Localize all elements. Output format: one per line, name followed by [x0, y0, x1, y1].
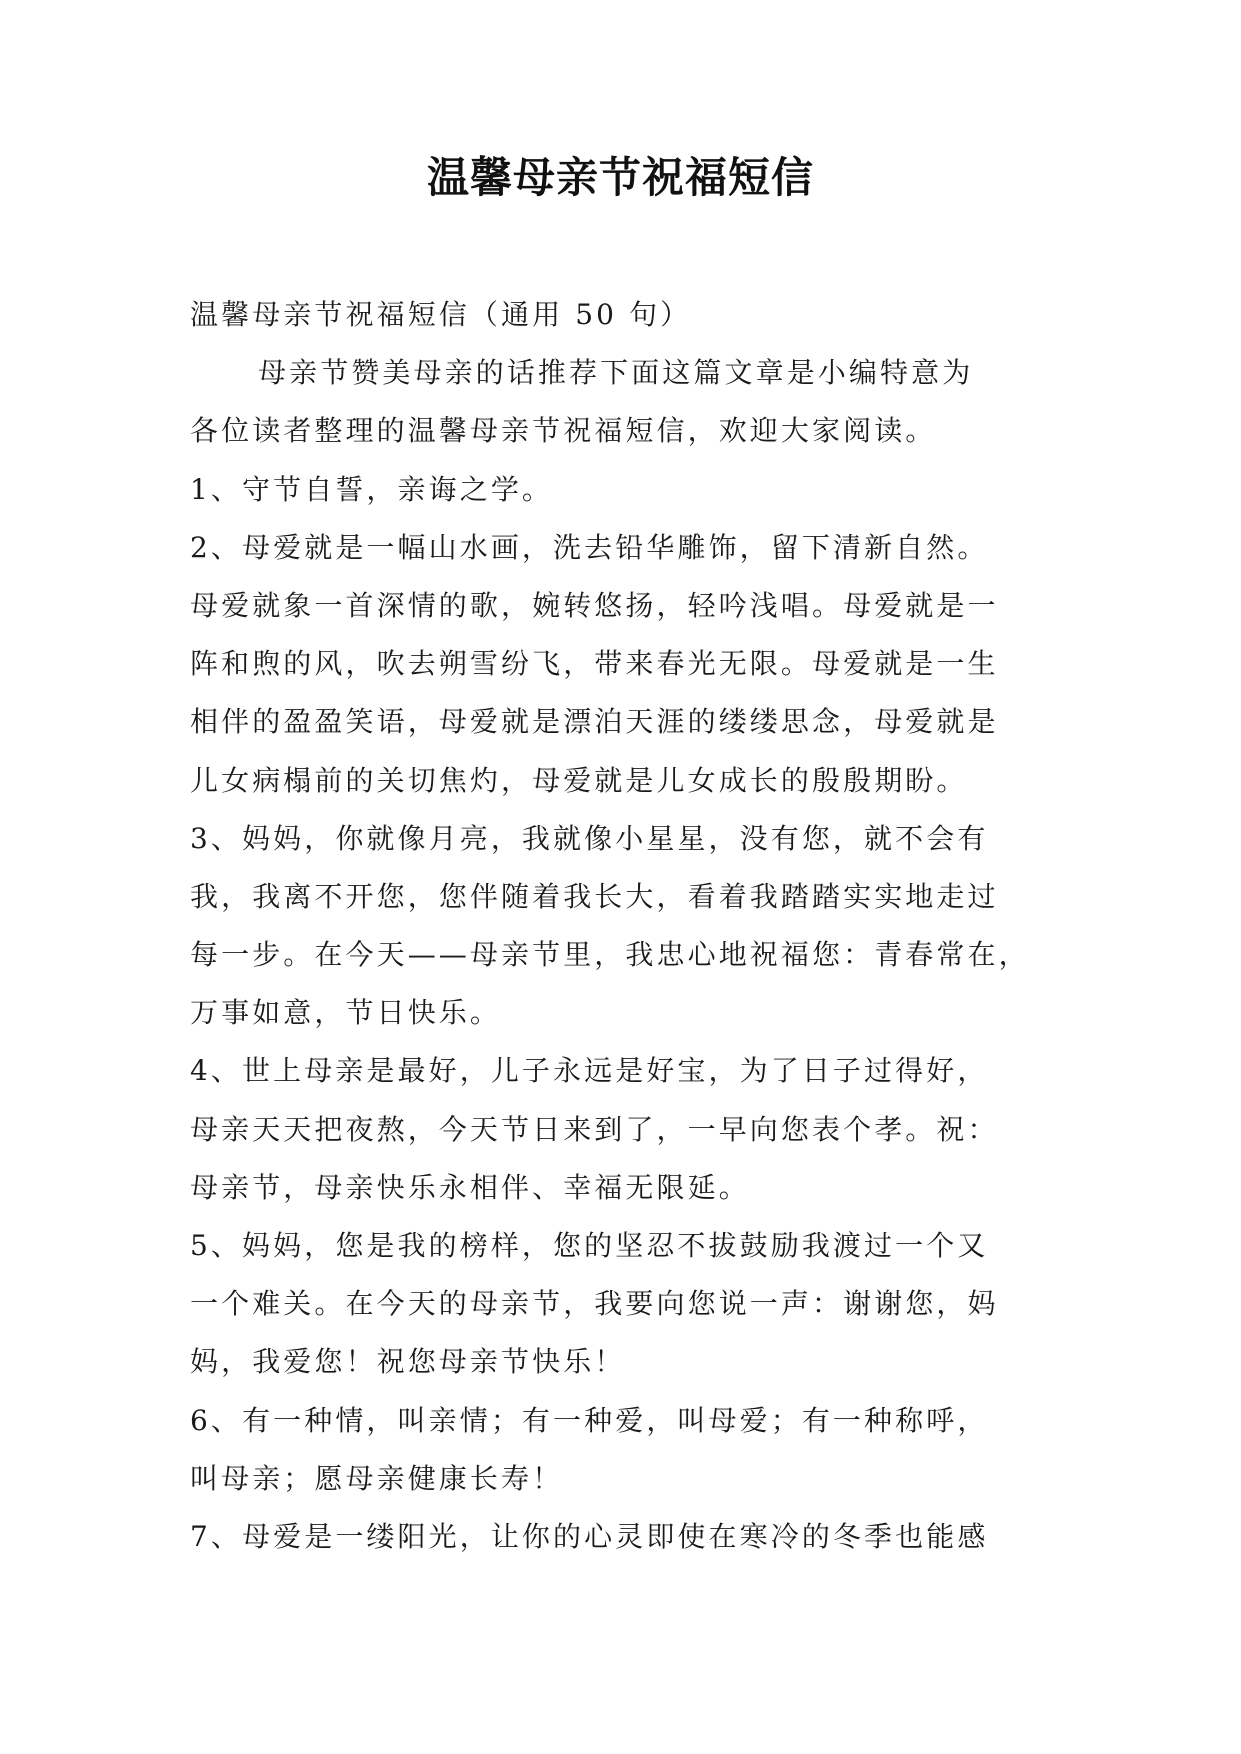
paragraph-line: 一个难关。在今天的母亲节，我要向您说一声：谢谢您，妈	[190, 1287, 999, 1321]
paragraph-line: 母爱就象一首深情的歌，婉转悠扬，轻吟浅唱。母爱就是一	[190, 588, 999, 622]
paragraph-line: 各位读者整理的温馨母亲节祝福短信，欢迎大家阅读。	[190, 414, 937, 448]
paragraph-line: 母亲节，母亲快乐永相伴、幸福无限延。	[190, 1170, 750, 1204]
paragraph-line: 万事如意，节日快乐。	[190, 996, 502, 1030]
paragraph-line: 5、妈妈，您是我的榜样，您的坚忍不拔鼓励我渡过一个又	[190, 1229, 989, 1262]
paragraph-line: 阵和煦的风，吹去朔雪纷飞，带来春光无限。母爱就是一生	[190, 647, 999, 681]
document-title: 温馨母亲节祝福短信	[426, 153, 814, 202]
document-body	[190, 286, 1052, 1566]
paragraph-line: 儿女病榻前的关切焦灼，母爱就是儿女成长的殷殷期盼。	[190, 763, 968, 797]
paragraph-line: 2、母爱就是一幅山水画，洗去铅华雕饰，留下清新自然。	[190, 530, 989, 564]
paragraph-line: 1、守节自誓，亲诲之学。	[190, 472, 554, 506]
paragraph-line: 7、母爱是一缕阳光，让你的心灵即使在寒冷的冬季也能感	[190, 1519, 989, 1553]
paragraph-line: 3、妈妈，你就像月亮，我就像小星星，没有您，就不会有	[190, 821, 989, 855]
paragraph-line: 妈，我爱您！祝您母亲节快乐！	[190, 1345, 626, 1379]
paragraph-line: 母亲节赞美母亲的话推荐下面这篇文章是小编特意为	[258, 356, 974, 390]
paragraph-line: 母亲天天把夜熬，今天节日来到了，一早向您表个孝。祝：	[190, 1112, 999, 1146]
paragraph-line: 6、有一种情，叫亲情；有一种爱，叫母爱；有一种称呼，	[190, 1403, 989, 1437]
paragraph-line: 相伴的盈盈笑语，母爱就是漂泊天涯的缕缕思念，母爱就是	[190, 705, 999, 739]
paragraph-line: 每一步。在今天——母亲节里，我忠心地祝福您：青春常在，	[190, 938, 1030, 972]
paragraph-line: 温馨母亲节祝福短信（通用 50 句）	[190, 298, 692, 331]
paragraph-line: 4、世上母亲是最好，儿子永远是好宝，为了日子过得好，	[190, 1054, 989, 1088]
paragraph-line: 叫母亲；愿母亲健康长寿！	[190, 1461, 564, 1495]
paragraph-line: 我，我离不开您，您伴随着我长大，看着我踏踏实实地走过	[190, 879, 999, 913]
